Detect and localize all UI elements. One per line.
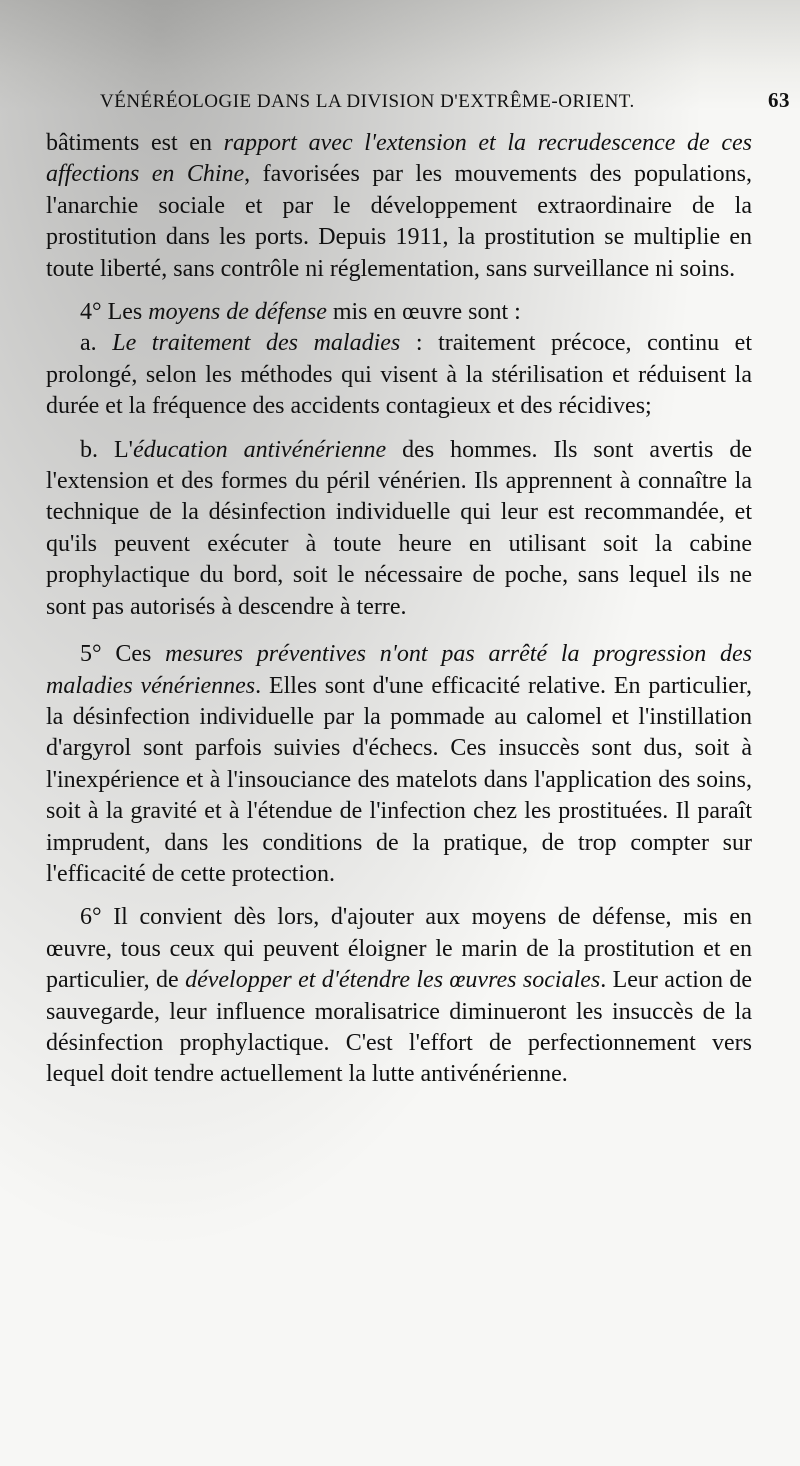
page-number: 63 (768, 88, 790, 112)
running-title: VÉNÉRÉOLOGIE DANS LA DIVISION D'EXTRÊME-ORIENT. (100, 91, 635, 112)
running-header (100, 88, 790, 113)
paragraph-preventive-measures: 5° Ces mesures préventives n'ont pas arrêté la progression des maladies vénériennes. Elles sont d'une efficacité relative. En particulier, la désinfection individuelle par la pommade au calomel et l'instillation d'argyrol sont parfois suivies d'échecs. Ces insuccès sont dus, soit à l'inexpérience et à l'insouciance des matelots dans l'application des soins, soit à la gravité et à l'étendue de l'infection chez les prostituées. Il paraît imprudent, dans les conditions de la pratique, de trop compter sur l'efficacité de cette protection. (46, 641, 752, 887)
body-text (46, 128, 752, 1091)
paragraph-buildings: bâtiments est en rapport avec l'extension et la recrudescence de ces affections en Chine, favorisées par les mouvements des populations, l'anarchie sociale et par le développement extraordinaire de la prostitution dans les ports. Depuis 1911, la prostitution se multiplie en toute liberté, sans contrôle ni réglementation, sans surveillance ni soins. (46, 130, 753, 282)
paragraph-treatment: a. Le traitement des maladies : traitement précoce, continu et prolongé, selon les méthodes qui visent à la stérilisation et réduisent la durée et la fréquence des accidents contagieux et des récidives; (46, 330, 752, 420)
paragraph-education: b. L'éducation antivénérienne des hommes. Ils sont avertis de l'extension et des formes du péril vénérien. Ils apprennent à connaître la technique de la désinfection individuelle qui leur est recommandée, et qu'ils peuvent exécuter à toute heure en utilisant soit la cabine prophylactique du bord, soit le nécessaire de poche, sans lequel ils ne sont pas autorisés à descendre à terre. (46, 436, 753, 620)
paragraph-means-of-defense: 4° Les moyens de défense mis en œuvre sont : (80, 299, 521, 326)
paragraph-social-works: 6° Il convient dès lors, d'ajouter aux moyens de défense, mis en œuvre, tous ceux qui peuvent éloigner le marin de la prostitution et en particulier, de développer et d'étendre les œuvres sociales. Leur action de sauvegarde, leur influence moralisatrice diminueront les insuccès de la désinfection prophylactique. C'est l'effort de perfectionnement vers lequel doit tendre actuellement la lutte antivénérienne. (46, 904, 752, 1088)
